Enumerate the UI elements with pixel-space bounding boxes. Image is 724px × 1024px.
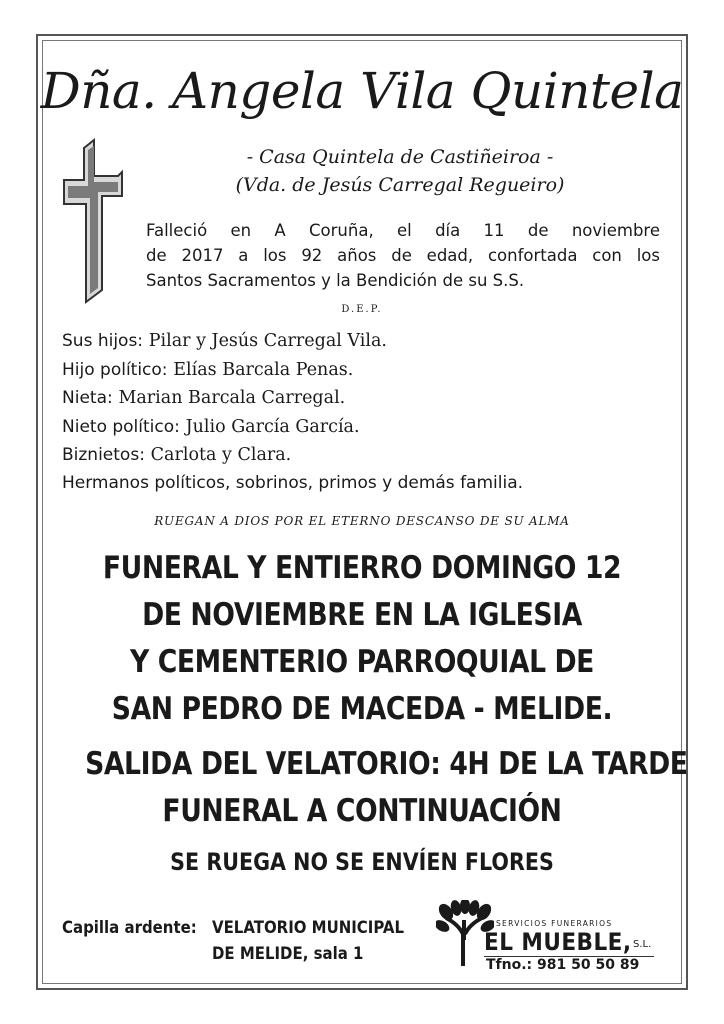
family-label: Nieto político: xyxy=(62,416,180,437)
announcement-line: Falleció en A Coruña, el día 11 de noviembre xyxy=(146,221,660,240)
dep-text: D.E.P. xyxy=(341,304,383,315)
family-value: Carlota y Clara. xyxy=(150,445,292,465)
departure-line: FUNERAL A CONTINUACIÓN xyxy=(162,793,562,829)
family-line-nieto-politico xyxy=(62,413,662,442)
no-flowers-notice: SE RUEGA NO SE ENVÍEN FLORES xyxy=(170,848,554,876)
family-value: Elías Barcala Penas. xyxy=(173,359,354,380)
prayer-text: RUEGAN A DIOS POR EL ETERNO DESCANSO DE SU ALMA xyxy=(154,514,570,528)
family-value: Pilar y Jesús Carregal Vila. xyxy=(148,331,387,351)
family-line-nieta xyxy=(62,384,662,413)
death-announcement xyxy=(146,218,660,293)
family-value: Julio García García. xyxy=(185,416,360,437)
family-line-others: Hermanos políticos, sobrinos, primos y demás familia. xyxy=(62,472,524,493)
family-label: Sus hijos: xyxy=(62,331,144,351)
funeral-line: FUNERAL Y ENTIERRO DOMINGO 12 xyxy=(102,550,622,586)
family-label: Nieta: xyxy=(62,388,113,408)
house-name: - Casa Quintela de Castiñeiroa - xyxy=(246,146,554,168)
family-label: Biznietos: xyxy=(62,445,145,465)
capilla-label: Capilla ardente: xyxy=(62,918,197,938)
logo-name: EL MUEBLE, xyxy=(484,928,632,956)
family-line-hijo-politico xyxy=(62,356,662,385)
family-list xyxy=(62,327,662,497)
announcement-line: de 2017 a los 92 años de edad, confortada con los xyxy=(146,246,660,265)
departure-line: SALIDA DEL VELATORIO: 4H DE LA TARDE xyxy=(85,746,688,782)
widow-of: (Vda. de Jesús Carregal Regueiro) xyxy=(235,174,565,196)
velatorio-line: DE MELIDE, sala 1 xyxy=(212,944,364,964)
family-value: Marian Barcala Carregal. xyxy=(118,388,346,408)
funeral-line: Y CEMENTERIO PARROQUIAL DE xyxy=(130,644,594,680)
family-line-biznietos xyxy=(62,441,662,470)
announcement-line: Santos Sacramentos y la Bendición de su S.S. xyxy=(146,271,525,290)
family-label: Hijo político: xyxy=(62,359,168,380)
cross-icon xyxy=(60,138,126,304)
funeral-line: SAN PEDRO DE MACEDA - MELIDE. xyxy=(111,691,613,727)
family-line-hijos xyxy=(62,327,662,356)
funeral-line: DE NOVIEMBRE EN LA IGLESIA xyxy=(142,597,582,633)
deceased-name: Dña. Angela Vila Quintela xyxy=(40,62,684,120)
logo-services-text: SERVICIOS FUNERARIOS xyxy=(496,919,613,928)
phone-number: Tfno.: 981 50 50 89 xyxy=(486,957,640,973)
velatorio-line: VELATORIO MUNICIPAL xyxy=(212,918,405,938)
logo-sl: S.L. xyxy=(633,939,652,950)
